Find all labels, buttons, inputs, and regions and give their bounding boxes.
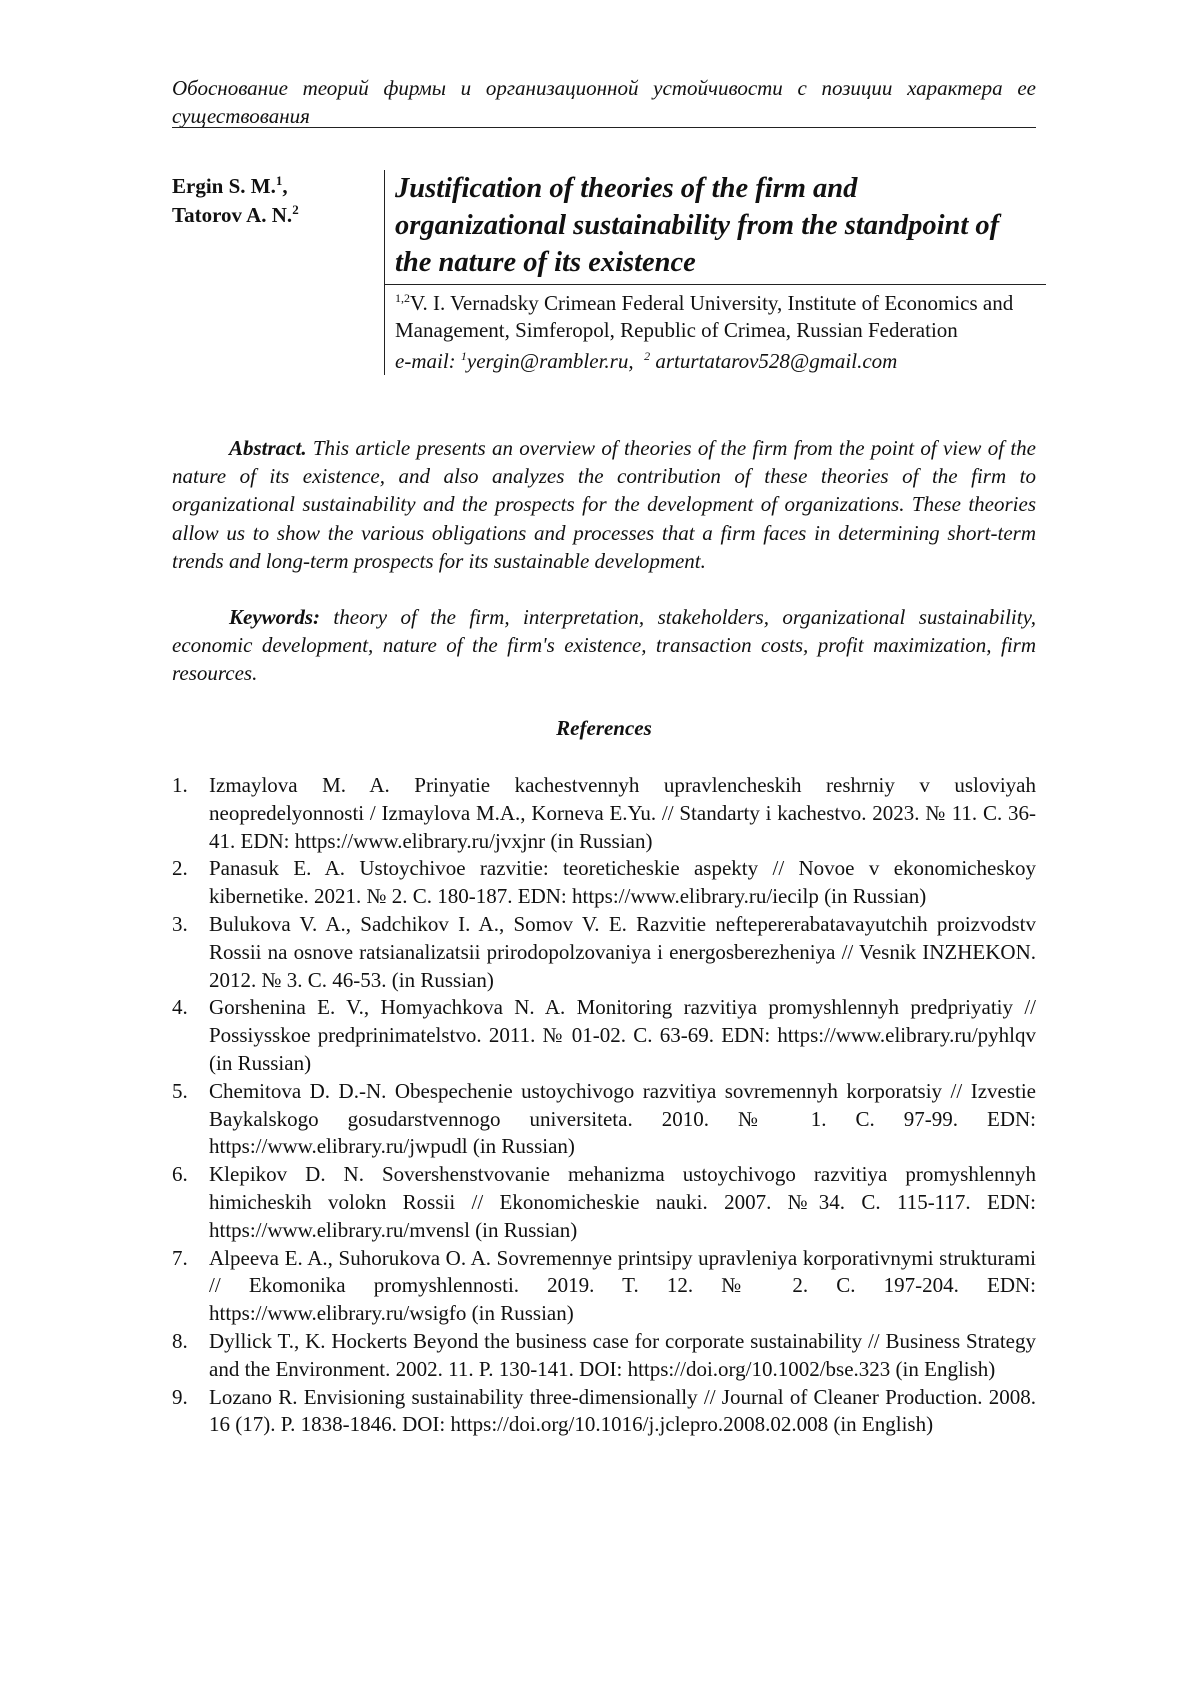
author-1: Ergin S. M.$^1$, bbox=[172, 173, 288, 198]
keywords-text: theory of the firm, interpretation, stakeholders, organizational sustainability, economic development, nature of the firm's existence, transaction costs, profit maximization, firm resources. bbox=[172, 605, 1036, 686]
reference-item: 3. Bulukova V. A., Sadchikov I. A., Somov V. E. Razvitie neftepererabatavayutchih proizvodstv Rossii na osnove ratsianalizatsii prirodopolzovaniya i energosberezheniya // Vesnik INZHEKON. 2012. № 3. C. 46-53. (in Russian) bbox=[172, 911, 1036, 992]
running-head: Обоснование теорий фирмы и организационной устойчивости с позиции характера ее существования bbox=[172, 76, 1036, 128]
reference-item: 2. Panasuk E. A. Ustoychivoe razvitie: teoreticheskie aspekty // Novoe v ekonomicheskoy kibernetike. 2021. № 2. C. 180-187. EDN: https://www.elibrary.ru/iecilp (in Russian) bbox=[172, 856, 1036, 909]
header-divider bbox=[172, 127, 1036, 128]
email-line: e-mail: $^1$yergin@rambler.ru, $^2$ arturtatarov528@gmail.com bbox=[395, 349, 898, 373]
author-1-affiliation-mark: 1 bbox=[275, 173, 283, 188]
abstract-label: Abstract. bbox=[229, 436, 307, 460]
reference-item: 1. Izmaylova M. A. Prinyatie kachestvennyh upravlencheskih reshrniy v usloviyah neopredelyonnosti / Izmaylova M.A., Korneva E.Yu. // Standarty i kachestvo. 2023. № 11. C. 36-41. EDN: https://www.elibrary.ru/jvxjnr (in Russian) bbox=[172, 773, 1036, 853]
reference-item: 4. Gorshenina E. V., Homyachkova N. A. Monitoring razvitiya promyshlennyh predpriyatiy // Possiysskoe predprinimatelstvo. 2011. № 01-02. C. 63-69. EDN: https://www.elibrary.ru/pyhlqv (in Russian) bbox=[172, 995, 1036, 1075]
reference-item: 6. Klepikov D. N. Sovershenstvovanie mehanizma ustoychivogo razvitiya promyshlennyh himicheskih volokn Rossii // Ekonomicheskie nauki. 2007. №34. C. 115-117. EDN: https://www.elibrary.ru/mvensl (in Russian) bbox=[172, 1162, 1036, 1242]
paper-title: Justification of theories of the firm and organizational sustainability from the standpoint of the nature of its existence bbox=[395, 173, 1000, 278]
email-link-1[interactable]: yergin@rambler.ru, bbox=[466, 349, 634, 373]
reference-item: 8. Dyllick T., K. Hockerts Beyond the business case for corporate sustainability // Business Strategy and the Environment. 2002. 11. P. 130-141. DOI: https://doi.org/10.1002/bse.323 (in English) bbox=[172, 1328, 1036, 1381]
author-2: Tatorov A. N.$^2$ bbox=[172, 202, 299, 227]
title-divider bbox=[384, 284, 1046, 285]
reference-list bbox=[172, 772, 1036, 1439]
reference-item: 9. Lozano R. Envisioning sustainability three-dimensionally // Journal of Cleaner Production. 2008. 16 (17). P. 1838-1846. DOI: https://doi.org/10.1016/j.jclepro.2008.02.008 (in English) bbox=[172, 1384, 1036, 1437]
author-list bbox=[172, 172, 299, 230]
abstract-text: This article presents an overview of theories of the firm from the point of view of the nature of its existence, and also analyzes the contribution of these theories of the firm to organizational sustainability and the prospects for the development of organizations. These theories allow us to show the various obligations and processes that a firm faces in determining short-term trends and long-term prospects for its sustainable development. bbox=[172, 436, 1036, 573]
reference-item: 7. Alpeeva E. A., Suhorukova O. A. Sovremennye printsipy upravleniya korporativnymi strukturami // Ekomonika promyshlennosti. 2019. T. 12. № 2. C. 197-204. EDN: https://www.elibrary.ru/wsigfo (in Russian) bbox=[172, 1245, 1036, 1326]
references-heading: References bbox=[556, 716, 652, 740]
title-block bbox=[384, 170, 1045, 375]
keywords-label: Keywords: bbox=[229, 605, 320, 629]
affiliation-text: V. I. Vernadsky Crimean Federal University, Institute of Economics and Management, Simferopol, Republic of Crimea, Russian Federation bbox=[395, 291, 1014, 342]
affiliation bbox=[395, 290, 1045, 348]
abstract bbox=[172, 434, 1036, 575]
affiliation-mark: 1,2 bbox=[395, 291, 410, 305]
keywords bbox=[172, 603, 1036, 688]
author-2-affiliation-mark: 2 bbox=[292, 202, 299, 217]
reference-item: 5. Chemitova D. D.-N. Obespechenie ustoychivogo razvitiya sovremennyh korporatsiy // Izvestie Baykalskogo gosudarstvennogo universiteta. 2010. № 1. C. 97-99. EDN: https://www.elibrary.ru/jwpudl (in Russian) bbox=[172, 1078, 1036, 1159]
email-link-2[interactable]: arturtatarov528@gmail.com bbox=[655, 349, 898, 373]
